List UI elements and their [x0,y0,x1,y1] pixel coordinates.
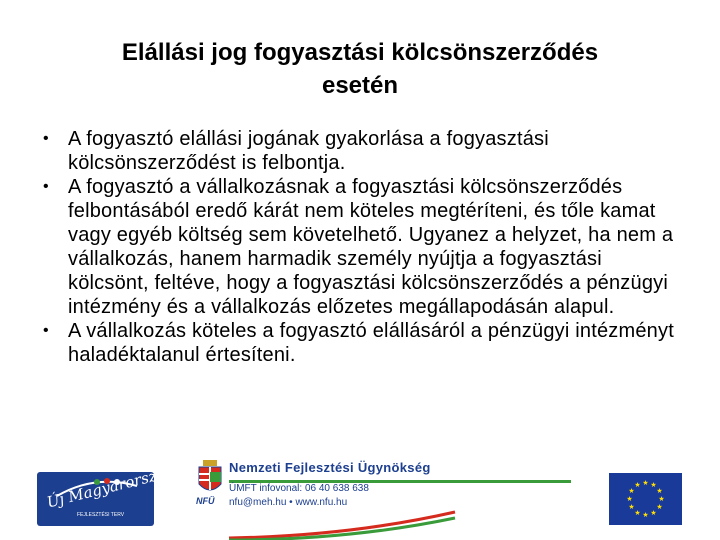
slide-title-line2: esetén [321,72,399,99]
svg-text:★: ★ [650,481,657,489]
svg-text:★: ★ [656,503,663,511]
coat-of-arms-icon [195,460,225,518]
svg-text:★: ★ [628,487,635,495]
bullet-dot-icon: • [43,130,49,147]
bullet-item [42,319,682,367]
slide-title [40,36,680,102]
bullet-item [42,175,682,319]
svg-text:★: ★ [634,481,641,489]
bullet-item [42,127,682,175]
nfu-info-block [229,460,431,510]
tricolor-swoosh-icon [229,510,459,540]
bullet-dot-icon: • [43,178,49,195]
slide-title-line1: Elállási jog fogyasztási kölcsönszerződés [121,39,599,66]
nfu-contact: nfu@meh.hu • www.nfu.hu [229,497,348,508]
bullet-text: A fogyasztó a vállalkozásnak a fogyasztási kölcsönszerződés felbontásából eredő kárát nem köteles megtéríteni, és tőle kamat vagy egyéb költség sem követelhető. Ugyanez a helyzet, ha nem a vállalkozás, hanem harmadik személy nyújtja a fogyasztási kölcsönt, feltéve, hogy a fogyasztási kölcsönszerződés a pénzügyi intézmény és a vállalkozás előzetes megállapodásán alapul. [68,176,674,318]
svg-text:★: ★ [634,509,641,517]
svg-text:★: ★ [628,503,635,511]
svg-text:★: ★ [656,487,663,495]
uj-magyarorszag-logo [37,462,177,526]
nfu-name: Nemzeti Fejlesztési Ügynökség [229,460,431,475]
bullet-text: A vállalkozás köteles a fogyasztó elállásáról a pénzügyi intézményt haladéktalanul értesíteni. [68,320,674,366]
bullet-dot-icon: • [43,322,49,339]
logo-text: Új Magyarország [45,462,177,512]
bullet-list [42,127,682,367]
eu-flag-icon [609,473,682,525]
svg-text:★: ★ [626,495,633,503]
svg-text:★: ★ [642,479,649,487]
logo-subtext: FEJLESZTÉSI TERV [77,512,125,518]
eu-stars-icon [609,473,682,525]
nfu-phone: ÚMFT infovonal: 06 40 638 638 [229,483,369,494]
svg-text:★: ★ [658,495,665,503]
svg-text:★: ★ [650,509,657,517]
bullet-text: A fogyasztó elállási jogának gyakorlása a fogyasztási kölcsönszerződést is felbontja. [68,128,549,174]
svg-text:★: ★ [642,511,649,519]
nfu-tag-text: NFÜ [196,496,215,506]
